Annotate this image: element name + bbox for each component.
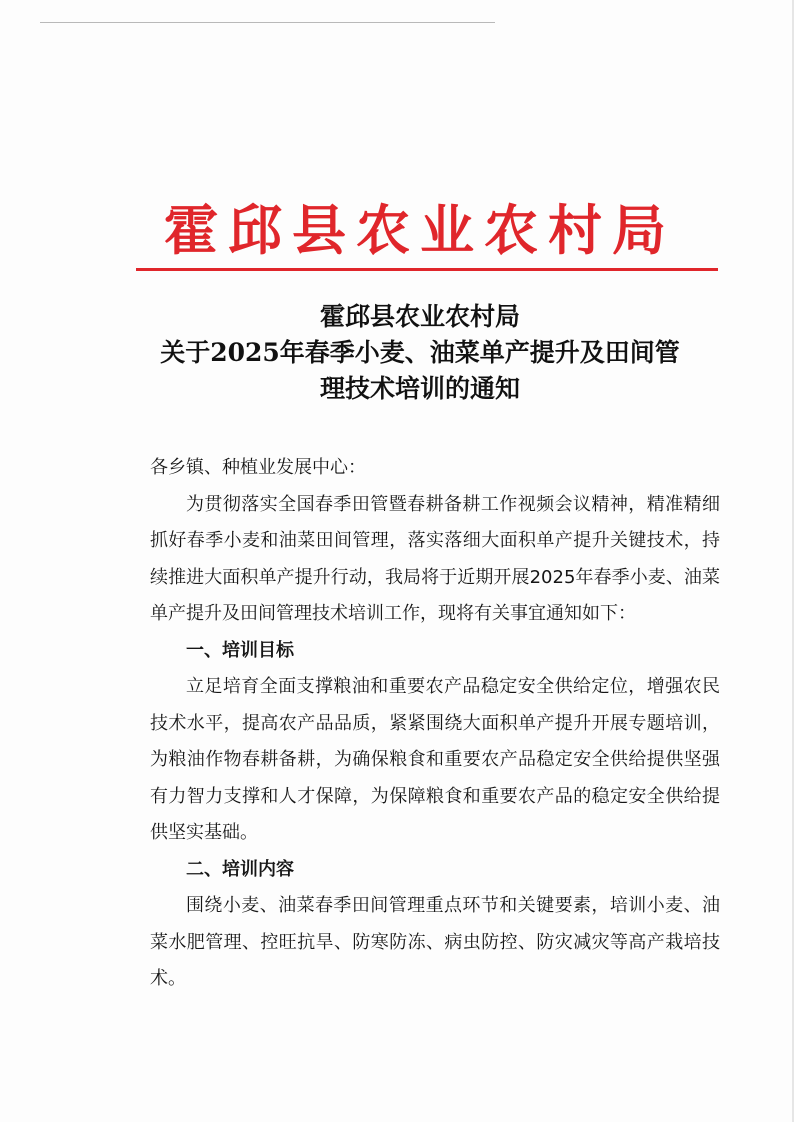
scan-edge-line [40, 22, 495, 23]
title-line-1: 霍邱县农业农村局 [319, 302, 520, 331]
section-1-paragraph: 立足培育全面支撑粮油和重要农产品稳定安全供给定位，增强农民技术水平，提高农产品品质，紧紧围绕大面积单产提升开展专题培训，为粮油作物春耕备耕，为确保粮食和重要农产品稳定安全供给提供坚强有力智力支撑和人才保障，为保障粮食和重要农产品的稳定安全供给提供坚实基础。 [150, 676, 720, 843]
document-body [150, 450, 720, 998]
section-2-paragraph: 围绕小麦、油菜春季田间管理重点环节和关键要素，培训小麦、油菜水肥管理、控旺抗旱、防寒防冻、病虫防控、防灾减灾等高产栽培技术。 [150, 895, 720, 989]
letterhead-red-rule [136, 268, 718, 271]
document-title [120, 299, 720, 407]
section-2-heading: 二、培训内容 [186, 858, 294, 880]
title-line-3: 理技术培训的通知 [319, 374, 520, 403]
title-line-2: 关于2025年春季小麦、油菜单产提升及田间管 [160, 338, 680, 367]
section-1-heading: 一、培训目标 [186, 639, 294, 661]
salutation: 各乡镇、种植业发展中心： [150, 457, 366, 478]
letterhead-organization: 霍邱县农业农村局 [164, 198, 676, 262]
intro-paragraph: 为贯彻落实全国春季田管暨春耕备耕工作视频会议精神，精准精细抓好春季小麦和油菜田间管理，落实落细大面积单产提升关键技术，持续推进大面积单产提升行动，我局将于近期开展2025年春季小麦、油菜单产提升及田间管理技术培训工作，现将有关事宜通知如下： [150, 493, 720, 624]
